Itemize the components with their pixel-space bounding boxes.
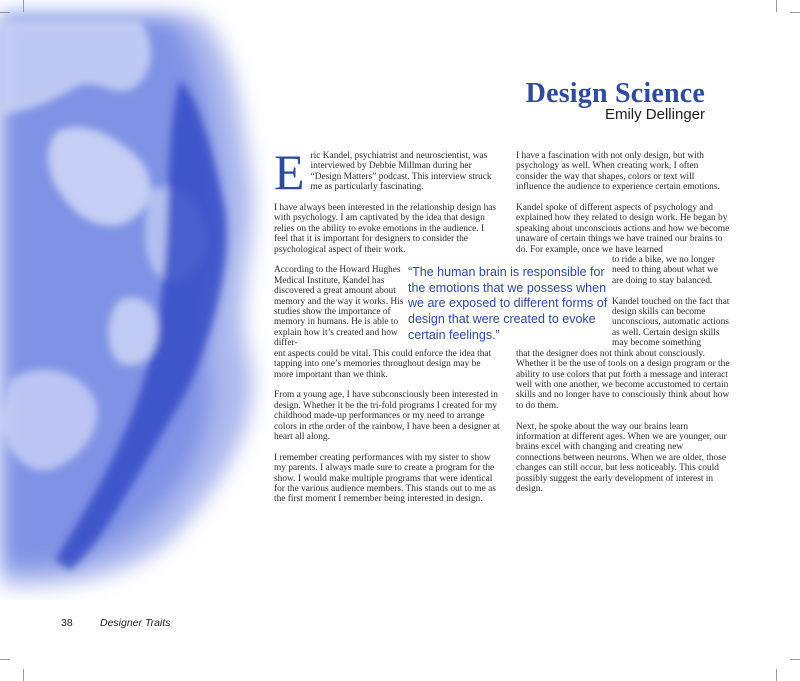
paragraph: Kandel spoke of different aspects of psychology and explained how they related to design work. He began by speaking about unconscious actions and how we become unaware of certain things we have trained our brains to do. For example, once we have learned xyxy=(516,203,730,255)
crop-mark xyxy=(0,659,10,660)
author-name: Emily Dellinger xyxy=(604,106,705,123)
paragraph: I have a fascination with not only design, but with psychology as well. When creating work, I often consider the way that shapes, colors or text will influence the audience to experience certain emotions. xyxy=(516,151,720,193)
paragraph-text: ric Kandel, psychiatrist and neuroscientist, was interviewed by Debbie Millman during her “Design Matters” podcast. This interview struck me as particularly fascinating. xyxy=(310,151,492,193)
paragraph: From a young age, I have subconsciously been interested in design. Whether it be the tri-fold programs I created for my childhood made-up performances or my need to arrange colors in rthe order of the rainbow, I have been a designer at heart all along. xyxy=(274,390,500,442)
article-title: Design Science xyxy=(525,78,705,109)
paragraph: that the designer does not think about consciously. Whether it be the use of tools on a design program or the ability to use colors that put forth a message and interact well with one another, we become accustomed to certain skills and no longer have to consciously think about how to do them. xyxy=(516,348,730,411)
paragraph: I have always been interested in the relationship design has with psychology. I am captivated by the idea that design relies on the ability to evoke emotions in the audience. I feel that it is important for designers to consider the psychological aspect of their work. xyxy=(274,203,497,255)
page-number: 38 xyxy=(61,617,73,629)
paragraph: ent aspects could be vital. This could enforce the idea that tapping into one’s memories throughout design may be more important than we think. xyxy=(274,348,492,380)
paragraph xyxy=(274,144,500,200)
watercolor-artwork xyxy=(0,0,300,600)
paragraph-text-narrow: Kandel touched on the fact that design skills can become unconscious, automatic actions as well. Certain design skills may become something xyxy=(612,296,730,349)
section-title: Designer Traits xyxy=(100,617,171,629)
pull-quote: “The human brain is responsible for the emotions that we possess when we are exposed to different forms of design that were created to evoke certain feelings.” xyxy=(408,265,608,342)
paragraph: I remember creating performances with my sister to show my parents. I always made sure to create a program for the show. I would make multiple programs that were identical for the various audience members. This stands out to me as the first moment I remember being interested in design. xyxy=(274,452,496,505)
crop-mark xyxy=(776,0,777,12)
crop-mark xyxy=(23,669,24,681)
crop-mark xyxy=(790,12,800,13)
crop-mark xyxy=(790,659,800,660)
paragraph-text-narrow: According to the Howard Hughes Medical Institute, Kandel has discovered a great amount about memory and the way it works. His studies show the importance of memory in humans. He is able to explain how it’s created and how differ- xyxy=(274,265,404,349)
crop-mark xyxy=(776,669,777,681)
paragraph-text-narrow: to ride a bike, we no longer need to thing about what we are doing to stay balanced. xyxy=(612,255,718,286)
paragraph: Next, he spoke about the way our brains learn information at different ages. When we are younger, our brains excel with changing and creating new connections between neurons. When we are older, those changes can still occur, but less noticeably. This could possibly suggest the early development of interest in design. xyxy=(516,421,727,494)
drop-cap: E xyxy=(274,144,305,200)
